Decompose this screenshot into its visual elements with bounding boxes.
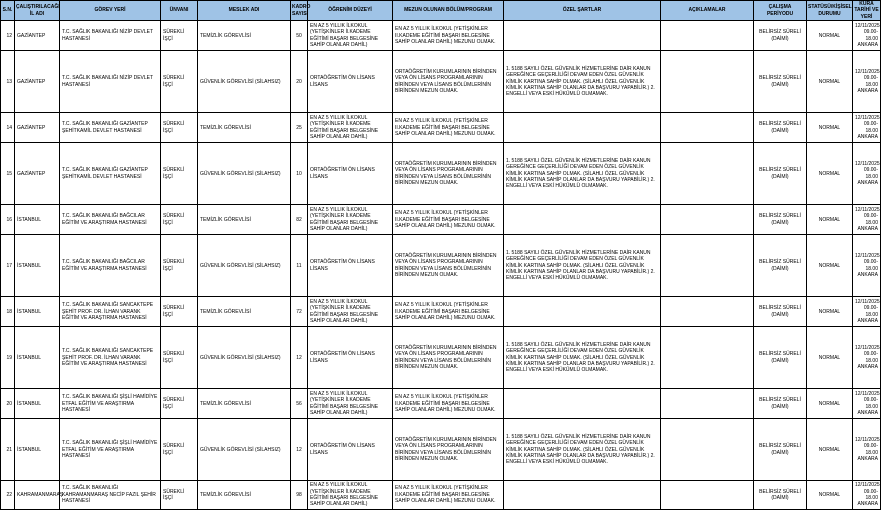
cell-kadro: 98 [291, 481, 308, 510]
cell-unvan: SÜREKLİ İŞÇİ [161, 143, 198, 205]
cell-ozel: 1. 5188 SAYILI ÖZEL GÜVENLİK HİZMETLERİNE DAİR KANUN GEREĞİNCE GEÇERLİLİĞİ DEVAM EDEN ÖZEL GÜVENLİK KİMLİK KARTINA SAHİP OLMAK. (SİLAHLI ÖZEL GÜVENLİK KİMLİK KARTINA SAHİP OLANLAR DA BAŞVURU YAPABİLİR.) 2. ENGELLİ VEYA ESKİ HÜKÜMLÜ OLMAMAK. [504, 327, 661, 389]
cell-sn: 19 [1, 327, 15, 389]
cell-unvan: SÜREKLİ İŞÇİ [161, 205, 198, 235]
cell-unvan: SÜREKLİ İŞÇİ [161, 113, 198, 143]
cell-statu: NORMAL [807, 389, 853, 419]
cell-ozel: 1. 5188 SAYILI ÖZEL GÜVENLİK HİZMETLERİNE DAİR KANUN GEREĞİNCE GEÇERLİLİĞİ DEVAM EDEN ÖZEL GÜVENLİK KİMLİK KARTINA SAHİP OLMAK. (SİLAHLI ÖZEL GÜVENLİK KİMLİK KARTINA SAHİP OLANLAR DA BAŞVURU YAPABİLİR.) 2. ENGELLİ VEYA ESKİ HÜKÜMLÜ OLMAMAK. [504, 419, 661, 481]
table-header-row [1, 1, 881, 21]
cell-unvan: SÜREKLİ İŞÇİ [161, 481, 198, 510]
cell-unvan: SÜREKLİ İŞÇİ [161, 389, 198, 419]
cell-il: İSTANBUL [15, 389, 60, 419]
cell-statu: NORMAL [807, 143, 853, 205]
cell-meslek: TEMİZLİK GÖREVLİSİ [198, 113, 291, 143]
table-row [1, 21, 881, 51]
cell-gorev: T.C. SAĞLIK BAKANLIĞI BAĞCILAR EĞİTİM VE ARAŞTIRMA HASTANESİ [60, 235, 161, 297]
cell-kadro: 25 [291, 113, 308, 143]
cell-ogrenim: ORTAÖĞRETİM ÖN LİSANS LİSANS [308, 419, 393, 481]
cell-periyot: BELİRSİZ SÜRELİ (DAİMİ) [754, 51, 807, 113]
cell-statu: NORMAL [807, 51, 853, 113]
cell-meslek: TEMİZLİK GÖREVLİSİ [198, 481, 291, 510]
cell-il: İSTANBUL [15, 327, 60, 389]
cell-il: GAZİANTEP [15, 51, 60, 113]
cell-kadro: 82 [291, 205, 308, 235]
cell-aciklama [661, 327, 754, 389]
cell-ozel [504, 113, 661, 143]
cell-ogrenim: EN AZ 5 YILLIK İLKOKUL (YETİŞKİNLER İl.KADEME EĞİTİMİ BAŞARI BELGESİNE SAHİP OLANLAR DAHİL) [308, 297, 393, 327]
cell-meslek: GÜVENLİK GÖREVLİSİ (SİLAHSIZ) [198, 51, 291, 113]
cell-gorev: T.C. SAĞLIK BAKANLIĞI ŞİŞLİ HAMİDİYE ETFAL EĞİTİM VE ARAŞTIRMA HASTANESİ [60, 419, 161, 481]
cell-periyot: BELİRSİZ SÜRELİ (DAİMİ) [754, 235, 807, 297]
cell-ogrenim: EN AZ 5 YILLIK İLKOKUL (YETİŞKİNLER İl.KADEME EĞİTİMİ BAŞARI BELGESİNE SAHİP OLANLAR DAHİL) [308, 205, 393, 235]
cell-gorev: T.C. SAĞLIK BAKANLIĞI NİZİP DEVLET HASTANESİ [60, 21, 161, 51]
table-row [1, 235, 881, 297]
cell-meslek: GÜVENLİK GÖREVLİSİ (SİLAHSIZ) [198, 327, 291, 389]
cell-ozel [504, 21, 661, 51]
cell-statu: NORMAL [807, 21, 853, 51]
cell-unvan: SÜREKLİ İŞÇİ [161, 419, 198, 481]
table-row [1, 481, 881, 510]
cell-kura: 12/11/2025 09.00-18.00 ANKARA [853, 21, 881, 51]
cell-kadro: 56 [291, 389, 308, 419]
cell-ogrenim: ORTAÖĞRETİM ÖN LİSANS LİSANS [308, 143, 393, 205]
cell-statu: NORMAL [807, 327, 853, 389]
cell-kura: 12/11/2025 09.00-18.00 ANKARA [853, 205, 881, 235]
cell-bolum: ORTAÖĞRETİM KURUMLARININ BİRİNDEN VEYA ÖN LİSANS PROGRAMLARININ BİRİNDEN VEYA LİSANS BÖLÜMLERİNİN BİRİNDEN MEZUN OLMAK. [393, 235, 504, 297]
cell-il: İSTANBUL [15, 235, 60, 297]
table-row [1, 327, 881, 389]
header-bolum: MEZUN OLUNAN BÖLÜM/PROGRAM [393, 1, 504, 21]
header-aciklamalar: AÇIKLAMALAR [661, 1, 754, 21]
cell-bolum: EN AZ 5 YILLIK İLKOKUL (YETİŞKİNLER II.KADEME EĞİTİMİ BAŞARI BELGESİNE SAHİP OLANLAR DAHİL) MEZUNU OLMAK. [393, 21, 504, 51]
cell-kura: 12/11/2025 09.00-18.00 ANKARA [853, 389, 881, 419]
cell-unvan: SÜREKLİ İŞÇİ [161, 51, 198, 113]
table-row [1, 143, 881, 205]
table-body [1, 21, 881, 510]
cell-kura: 12/11/2025 09.00-18.00 ANKARA [853, 327, 881, 389]
table-row [1, 419, 881, 481]
cell-ozel: 1. 5188 SAYILI ÖZEL GÜVENLİK HİZMETLERİNE DAİR KANUN GEREĞİNCE GEÇERLİLİĞİ DEVAM EDEN ÖZEL GÜVENLİK KİMLİK KARTINA SAHİP OLMAK. (SİLAHLI ÖZEL GÜVENLİK KİMLİK KARTINA SAHİP OLANLAR DA BAŞVURU YAPABİLİR.) 2. ENGELLİ VEYA ESKİ HÜKÜMLÜ OLMAMAK. [504, 51, 661, 113]
cell-periyot: BELİRSİZ SÜRELİ (DAİMİ) [754, 297, 807, 327]
cell-ogrenim: EN AZ 5 YILLIK İLKOKUL (YETİŞKİNLER İl.KADEME EĞİTİMİ BAŞARI BELGESİNE SAHİP OLANLAR DAHİL) [308, 481, 393, 510]
cell-gorev: T.C. SAĞLIK BAKANLIĞI ŞİŞLİ HAMİDİYE ETFAL EĞİTİM VE ARAŞTIRMA HASTANESİ [60, 389, 161, 419]
cell-il: İSTANBUL [15, 419, 60, 481]
cell-periyot: BELİRSİZ SÜRELİ (DAİMİ) [754, 419, 807, 481]
header-kadro: KADRO SAYISI [291, 1, 308, 21]
cell-kadro: 12 [291, 327, 308, 389]
table-row [1, 297, 881, 327]
cell-aciklama [661, 21, 754, 51]
cell-sn: 12 [1, 21, 15, 51]
cell-meslek: TEMİZLİK GÖREVLİSİ [198, 205, 291, 235]
cell-ozel [504, 389, 661, 419]
cell-ozel: 1. 5188 SAYILI ÖZEL GÜVENLİK HİZMETLERİNE DAİR KANUN GEREĞİNCE GEÇERLİLİĞİ DEVAM EDEN ÖZEL GÜVENLİK KİMLİK KARTINA SAHİP OLMAK. (SİLAHLI ÖZEL GÜVENLİK KİMLİK KARTINA SAHİP OLANLAR DA BAŞVURU YAPABİLİR.) 2. ENGELLİ VEYA ESKİ HÜKÜMLÜ OLMAMAK. [504, 143, 661, 205]
cell-kura: 12/11/2025 09.00-18.00 ANKARA [853, 481, 881, 510]
cell-gorev: T.C. SAĞLIK BAKANLIĞI NİZİP DEVLET HASTANESİ [60, 51, 161, 113]
table-row [1, 51, 881, 113]
cell-kura: 12/11/2025 09.00-18.00 ANKARA [853, 113, 881, 143]
cell-unvan: SÜREKLİ İŞÇİ [161, 21, 198, 51]
cell-il: GAZİANTEP [15, 143, 60, 205]
cell-sn: 14 [1, 113, 15, 143]
cell-kadro: 11 [291, 235, 308, 297]
cell-statu: NORMAL [807, 113, 853, 143]
cell-gorev: T.C. SAĞLIK BAKANLIĞI KAHRAMANMARAŞ NECİP FAZIL ŞEHİR HASTANESİ [60, 481, 161, 510]
cell-kura: 12/11/2025 09.00-18.00 ANKARA [853, 235, 881, 297]
cell-sn: 17 [1, 235, 15, 297]
cell-aciklama [661, 143, 754, 205]
cell-unvan: SÜREKLİ İŞÇİ [161, 235, 198, 297]
header-meslek: MESLEK ADI [198, 1, 291, 21]
cell-statu: NORMAL [807, 481, 853, 510]
cell-ozel: 1. 5188 SAYILI ÖZEL GÜVENLİK HİZMETLERİNE DAİR KANUN GEREĞİNCE GEÇERLİLİĞİ DEVAM EDEN ÖZEL GÜVENLİK KİMLİK KARTINA SAHİP OLMAK. (SİLAHLI ÖZEL GÜVENLİK KİMLİK KARTINA SAHİP OLANLAR DA BAŞVURU YAPABİLİR.) 2. ENGELLİ VEYA ESKİ HÜKÜMLÜ OLMAMAK. [504, 235, 661, 297]
cell-bolum: EN AZ 5 YILLIK İLKOKUL (YETİŞKİNLER II.KADEME EĞİTİMİ BAŞARI BELGESİNE SAHİP OLANLAR DAHİL) MEZUNU OLMAK. [393, 297, 504, 327]
cell-kura: 12/11/2025 09.00-18.00 ANKARA [853, 143, 881, 205]
cell-il: İSTANBUL [15, 297, 60, 327]
cell-kura: 12/11/2025 09.00-18.00 ANKARA [853, 419, 881, 481]
cell-periyot: BELİRSİZ SÜRELİ (DAİMİ) [754, 113, 807, 143]
cell-gorev: T.C. SAĞLIK BAKANLIĞI GAZİANTEP ŞEHİTKAMİL DEVLET HASTANESİ [60, 113, 161, 143]
header-sn: S.N. [1, 1, 15, 21]
cell-meslek: GÜVENLİK GÖREVLİSİ (SİLAHSIZ) [198, 419, 291, 481]
cell-unvan: SÜREKLİ İŞÇİ [161, 297, 198, 327]
cell-il: İSTANBUL [15, 205, 60, 235]
cell-kadro: 12 [291, 419, 308, 481]
cell-ozel [504, 205, 661, 235]
cell-bolum: ORTAÖĞRETİM KURUMLARININ BİRİNDEN VEYA ÖN LİSANS PROGRAMLARININ BİRİNDEN VEYA LİSANS BÖLÜMLERİNİN BİRİNDEN MEZUN OLMAK. [393, 143, 504, 205]
cell-il: KAHRAMANMARAŞ [15, 481, 60, 510]
cell-bolum: EN AZ 5 YILLIK İLKOKUL (YETİŞKİNLER II.KADEME EĞİTİMİ BAŞARI BELGESİNE SAHİP OLANLAR DAHİL) MEZUNU OLMAK. [393, 113, 504, 143]
header-ogrenim: ÖĞRENİM DÜZEYİ [308, 1, 393, 21]
cell-aciklama [661, 235, 754, 297]
header-unvan: ÜNVANI [161, 1, 198, 21]
cell-ogrenim: ORTAÖĞRETİM ÖN LİSANS LİSANS [308, 235, 393, 297]
cell-sn: 22 [1, 481, 15, 510]
cell-kadro: 50 [291, 21, 308, 51]
header-il: ÇALIŞTIRILACAĞI İL ADI [15, 1, 60, 21]
header-statu: STATÜSÜ/KİŞİSEL DURUMU [807, 1, 853, 21]
cell-gorev: T.C. SAĞLIK BAKANLIĞI GAZİANTEP ŞEHİTKAMİL DEVLET HASTANESİ [60, 143, 161, 205]
cell-bolum: EN AZ 5 YILLIK İLKOKUL (YETİŞKİNLER II.KADEME EĞİTİMİ BAŞARI BELGESİNE SAHİP OLANLAR DAHİL) MEZUNU OLMAK. [393, 205, 504, 235]
cell-statu: NORMAL [807, 235, 853, 297]
cell-ogrenim: EN AZ 5 YILLIK İLKOKUL (YETİŞKİNLER İl.KADEME EĞİTİMİ BAŞARI BELGESİNE SAHİP OLANLAR DAHİL) [308, 21, 393, 51]
cell-meslek: GÜVENLİK GÖREVLİSİ (SİLAHSIZ) [198, 143, 291, 205]
cell-statu: NORMAL [807, 419, 853, 481]
cell-gorev: T.C. SAĞLIK BAKANLIĞI SANCAKTEPE ŞEHİT PROF. DR. İLHAN VARANK EĞİTİM VE ARAŞTIRMA HASTANESİ [60, 297, 161, 327]
cell-sn: 16 [1, 205, 15, 235]
cell-bolum: EN AZ 5 YILLIK İLKOKUL (YETİŞKİNLER II.KADEME EĞİTİMİ BAŞARI BELGESİNE SAHİP OLANLAR DAHİL) MEZUNU OLMAK. [393, 389, 504, 419]
cell-aciklama [661, 419, 754, 481]
cell-bolum: ORTAÖĞRETİM KURUMLARININ BİRİNDEN VEYA ÖN LİSANS PROGRAMLARININ BİRİNDEN VEYA LİSANS BÖLÜMLERİNİN BİRİNDEN MEZUN OLMAK. [393, 327, 504, 389]
cell-kura: 12/11/2025 09.00-18.00 ANKARA [853, 297, 881, 327]
cell-ozel [504, 297, 661, 327]
table-row [1, 205, 881, 235]
cell-bolum: EN AZ 5 YILLIK İLKOKUL (YETİŞKİNLER II.KADEME EĞİTİMİ BAŞARI BELGESİNE SAHİP OLANLAR DAHİL) MEZUNU OLMAK. [393, 481, 504, 510]
cell-ogrenim: EN AZ 5 YILLIK İLKOKUL (YETİŞKİNLER İl.KADEME EĞİTİMİ BAŞARI BELGESİNE SAHİP OLANLAR DAHİL) [308, 113, 393, 143]
cell-periyot: BELİRSİZ SÜRELİ (DAİMİ) [754, 389, 807, 419]
cell-sn: 15 [1, 143, 15, 205]
cell-bolum: ORTAÖĞRETİM KURUMLARININ BİRİNDEN VEYA ÖN LİSANS PROGRAMLARININ BİRİNDEN VEYA LİSANS BÖLÜMLERİNİN BİRİNDEN MEZUN OLMAK. [393, 419, 504, 481]
cell-statu: NORMAL [807, 297, 853, 327]
cell-aciklama [661, 297, 754, 327]
table-row [1, 389, 881, 419]
cell-periyot: BELİRSİZ SÜRELİ (DAİMİ) [754, 205, 807, 235]
header-gorev-yeri: GÖREV YERİ [60, 1, 161, 21]
cell-meslek: GÜVENLİK GÖREVLİSİ (SİLAHSIZ) [198, 235, 291, 297]
cell-ogrenim: ORTAÖĞRETİM ÖN LİSANS LİSANS [308, 327, 393, 389]
table-row [1, 113, 881, 143]
cell-gorev: T.C. SAĞLIK BAKANLIĞI SANCAKTEPE ŞEHİT PROF. DR. İLHAN VARANK EĞİTİM VE ARAŞTIRMA HASTANESİ [60, 327, 161, 389]
cell-sn: 20 [1, 389, 15, 419]
cell-aciklama [661, 51, 754, 113]
header-periyot: ÇALIŞMA PERİYODU [754, 1, 807, 21]
cell-aciklama [661, 113, 754, 143]
cell-ozel [504, 481, 661, 510]
cell-meslek: TEMİZLİK GÖREVLİSİ [198, 389, 291, 419]
cell-periyot: BELİRSİZ SÜRELİ (DAİMİ) [754, 327, 807, 389]
cell-unvan: SÜREKLİ İŞÇİ [161, 327, 198, 389]
cell-meslek: TEMİZLİK GÖREVLİSİ [198, 21, 291, 51]
header-kura: KURA TARİHİ VE YERİ [854, 1, 879, 20]
cell-ogrenim: ORTAÖĞRETİM ÖN LİSANS LİSANS [308, 51, 393, 113]
cell-kadro: 72 [291, 297, 308, 327]
cell-sn: 21 [1, 419, 15, 481]
cell-periyot: BELİRSİZ SÜRELİ (DAİMİ) [754, 21, 807, 51]
cell-il: GAZİANTEP [15, 113, 60, 143]
cell-meslek: TEMİZLİK GÖREVLİSİ [198, 297, 291, 327]
header-ozel-sartlar: ÖZEL ŞARTLAR [504, 1, 661, 21]
cell-sn: 18 [1, 297, 15, 327]
cell-kadro: 20 [291, 51, 308, 113]
cell-statu: NORMAL [807, 205, 853, 235]
cell-il: GAZİANTEP [15, 21, 60, 51]
cell-kadro: 10 [291, 143, 308, 205]
cell-sn: 13 [1, 51, 15, 113]
cell-periyot: BELİRSİZ SÜRELİ (DAİMİ) [754, 481, 807, 510]
cell-bolum: ORTAÖĞRETİM KURUMLARININ BİRİNDEN VEYA ÖN LİSANS PROGRAMLARININ BİRİNDEN VEYA LİSANS BÖLÜMLERİNİN BİRİNDEN MEZUN OLMAK. [393, 51, 504, 113]
cell-kura: 12/11/2025 09.00-18.00 ANKARA [853, 51, 881, 113]
cell-aciklama [661, 481, 754, 510]
cell-periyot: BELİRSİZ SÜRELİ (DAİMİ) [754, 143, 807, 205]
cell-gorev: T.C. SAĞLIK BAKANLIĞI BAĞCILAR EĞİTİM VE ARAŞTIRMA HASTANESİ [60, 205, 161, 235]
cell-ogrenim: EN AZ 5 YILLIK İLKOKUL (YETİŞKİNLER İl.KADEME EĞİTİMİ BAŞARI BELGESİNE SAHİP OLANLAR DAHİL) [308, 389, 393, 419]
cell-aciklama [661, 389, 754, 419]
cell-aciklama [661, 205, 754, 235]
